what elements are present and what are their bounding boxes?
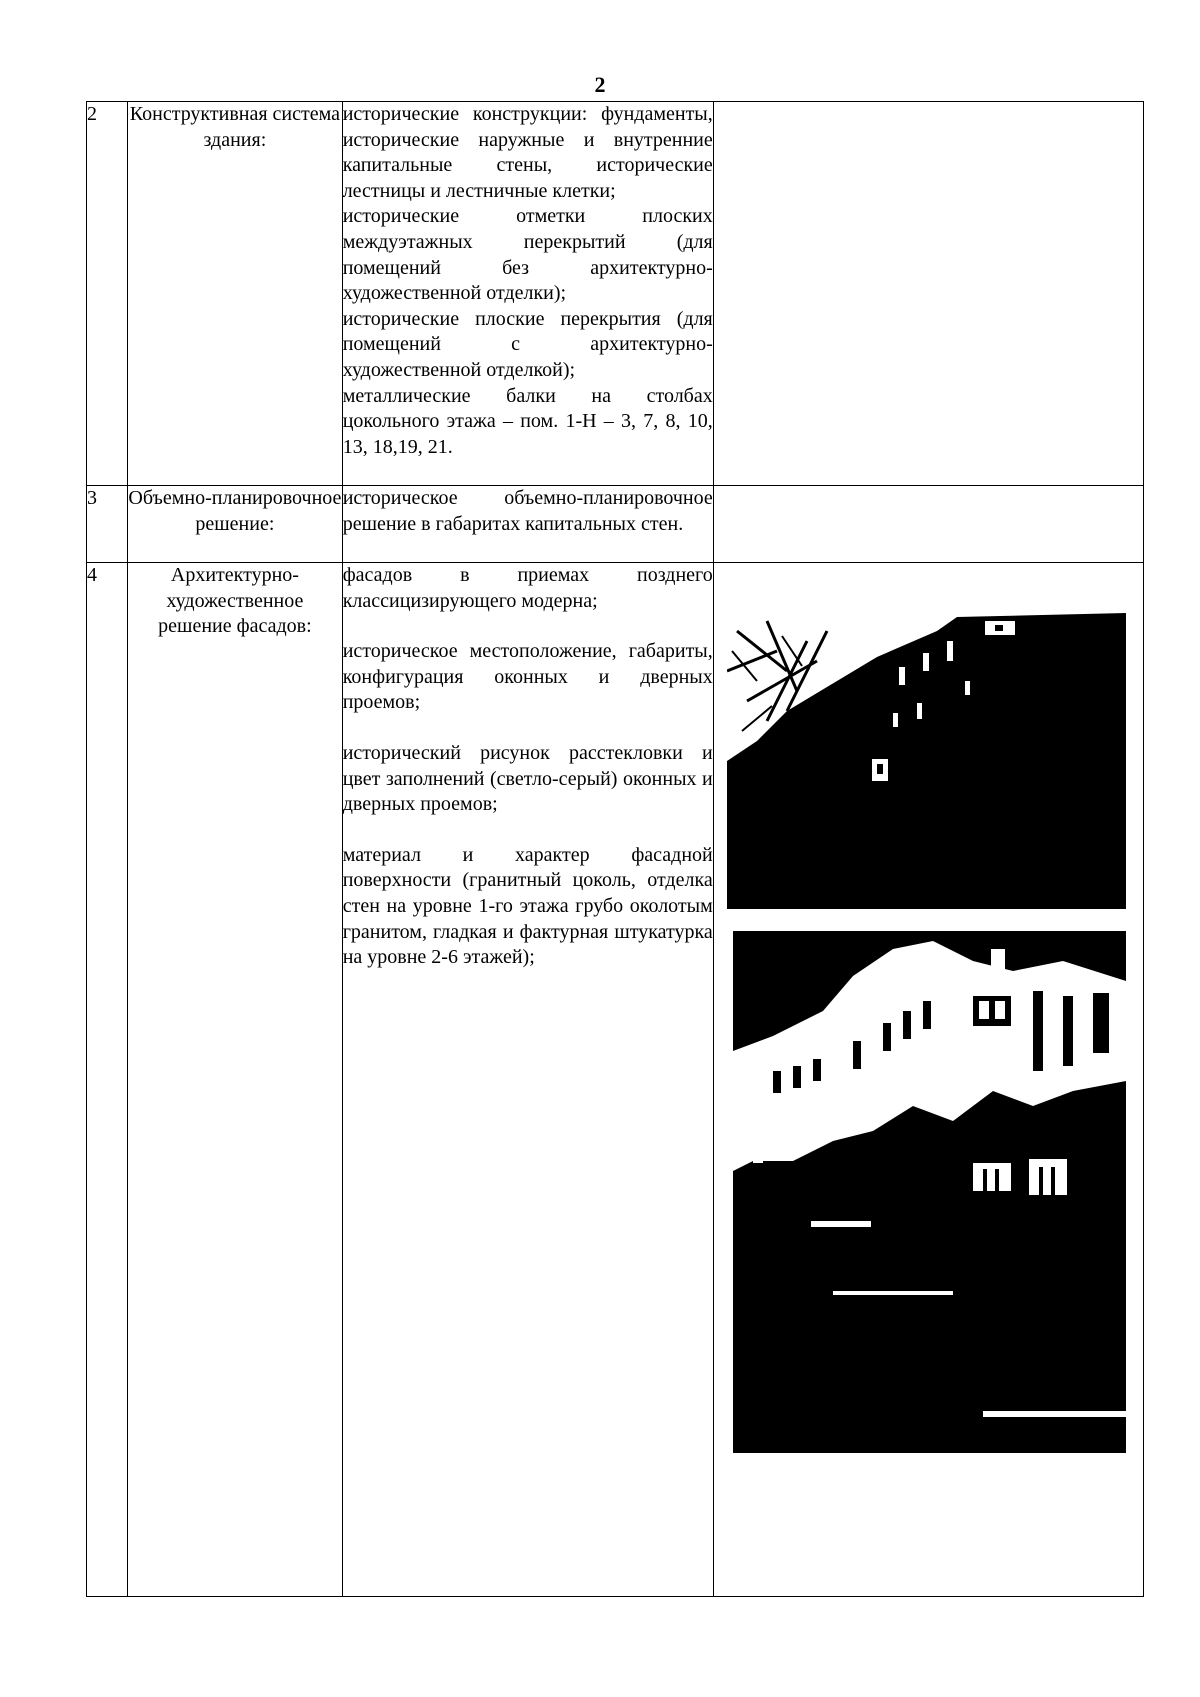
description-paragraph: фасадов в приемах позднего классицизирующего модерна;: [342, 564, 713, 612]
facade-photo-2-image: [733, 931, 1126, 1453]
facade-photo-2: [733, 931, 1126, 1453]
description-paragraph: исторические плоские перекрытия (для помещений с архитектурно-художественной отделкой);: [342, 307, 713, 381]
item-name: Конструктивная система здания:: [128, 102, 343, 486]
row-number: 3: [87, 486, 128, 563]
protection-items-table: [86, 101, 1144, 1597]
description-paragraph: историческое объемно-планировочное решение в габаритах капитальных стен.: [342, 487, 713, 535]
photo-cell: [713, 486, 1143, 563]
item-name: Архитектурно-художественное решение фасадов:: [128, 563, 343, 1597]
item-description: [342, 486, 713, 563]
description-paragraph: металлические балки на столбах цокольного этажа – пом. 1-Н – 3, 7, 8, 10, 13, 18,19, 21.: [342, 384, 713, 458]
item-description: [342, 102, 713, 486]
row-number: 4: [87, 563, 128, 1597]
table-row: [87, 563, 1144, 1597]
photo-cell: [713, 563, 1143, 1597]
page-number: 2: [594, 72, 606, 97]
item-name: Объемно-планировочное решение:: [128, 486, 343, 563]
facade-photo-1-image: [727, 611, 1126, 909]
description-paragraph: историческое местоположение, габариты, конфигурация оконных и дверных проемов;: [342, 640, 713, 714]
photo-cell: [713, 102, 1143, 486]
facade-photo-1: [727, 611, 1126, 909]
description-paragraph: материал и характер фасадной поверхности (гранитный цоколь, отделка стен на уровне 1-го этажа грубо околотым гранитом, гладкая и фактурная штукатурка на уровне 2-6 этажей);: [342, 843, 713, 969]
description-paragraph: исторический рисунок расстекловки и цвет заполнений (светло-серый) оконных и дверных проемов;: [342, 741, 713, 816]
table-row: [87, 486, 1144, 563]
description-paragraph: исторические конструкции: фундаменты, исторические наружные и внутренние капитальные стены, исторические лестницы и лестничные клетки;: [342, 103, 713, 202]
row-number: 2: [87, 102, 128, 486]
item-description: [342, 563, 713, 1597]
description-paragraph: исторические отметки плоских междуэтажных перекрытий (для помещений без архитектурно-художественной отделки);: [342, 205, 713, 305]
table-row: [87, 102, 1144, 486]
